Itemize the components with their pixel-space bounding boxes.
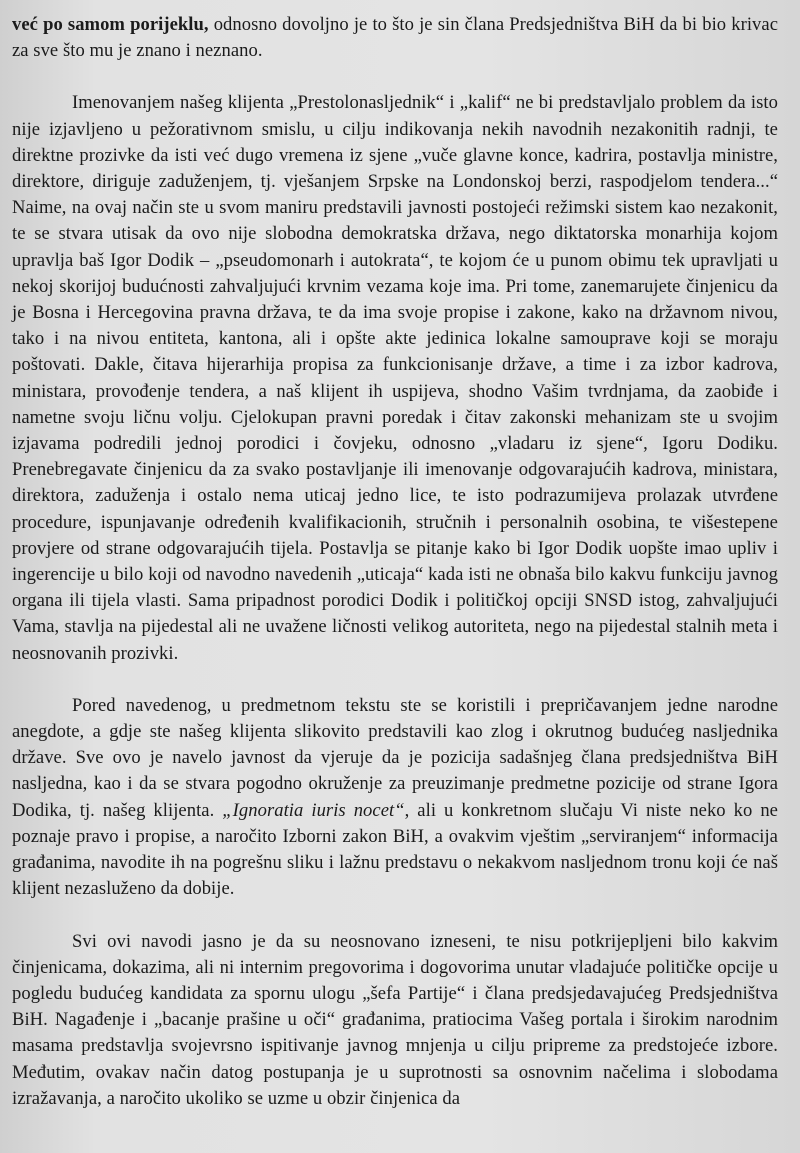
paragraph-text: odnosno dovoljno je to što je sin člana Predsjedništva BiH da bi bio krivac za sve što mu je znano i neznano. [12,14,778,62]
paragraph-3 [12,929,778,1112]
paragraph-text: Imenovanjem našeg klijenta „Prestolonasljednik“ i „kalif“ ne bi predstavljalo problem da isto nije izjavljeno u pežorativnom smislu, u cilju indikovanja nekih navodnih nezakonitih radnji, te direktne prozivke da isti već dugo vremena iz sjene „vuče glavne konce, kadrira, postavlja ministre, direktore, diriguje zaduženjem, tj. vješanjem Srpske na Londonskoj berzi, raspodjelom tendera...“ Naime, na ovaj način ste u svom maniru predstavili javnosti postojeći režimski sistem kao nezakonit, te se stvara utisak da ovo nije slobodna demokratska država, nego diktatorska monarhija kojom upravlja baš Igor Dodik – „pseudomonarh i autokrata“, te kojom će u punom obimu tek upravljati u nekoj skorijoj budućnosti zahvaljujući krvnim vezama koje ima. Pri tome, zanemarujete činjenicu da je Bosna i Hercegovina pravna država, te da ima svoje propise i zakone, kako na državnom nivou, tako i na nivou entiteta, kantona, ali i opšte akte jedinica lokalne samouprave koji se moraju poštovati. Dakle, čitava hijerarhija propisa za funkcionisanje države, a time i za izbor kadrova, ministara, provođenje tendera, a naš klijent ih uspijeva, shodno Vašim tvrdnjama, da zaobiđe i nametne svoju ličnu volju. Cjelokupan pravni poredak i čitav zakonski mehanizam ste u svojim izjavama podredili jednoj porodici i čovjeku, odnosno „vladaru iz sjene“, Igoru Dodiku. Prenebregavate činjenicu da za svako postavljanje ili imenovanje odgovarajućih kadrova, ministara, direktora, zaduženja i ostalo nema uticaj jedno lice, te isto podrazumijeva prolazak utvrđene procedure, ispunjavanje određenih kvalifikacionih, stručnih i personalnih osobina, te višestepene provjere od strane odgovarajućih tijela. Postavlja se pitanje kako bi Igor Dodik uopšte imao upliv i ingerencije u bilo koji od navodno navedenih „uticaja“ kada isti ne obnaša bilo kakvu funkciju javnog organa ili tijela vlasti. Sama pripadnost porodici Dodik i političkoj opciji SNSD istog, zahvaljujući Vama, stavlja na pijedestal ali ne uvažene ličnosti velikog autoriteta, nego na pijedestal stalnih meta i neosnovanih prozivki. [12,92,778,664]
paragraph-1 [12,90,778,666]
paragraph-gap [12,667,778,693]
paragraph-gap [12,64,778,90]
latin-phrase: „Ignoratia iuris nocet“ [222,799,405,821]
paragraph-2 [12,693,778,903]
paragraph-text: Svi ovi navodi jasno je da su neosnovano izneseni, te nisu potkrijepljeni bilo kakvim činjenicama, dokazima, ali ni internim pregovorima i dogovorima unutar vladajuće političke opcije u pogledu budućeg kandidata za spornu ulogu „šefa Partije“ i člana predsjedavajućeg Predsjedništva BiH. Nagađenje i „bacanje prašine u oči“ građanima, pratiocima Vašeg portala i širokim narodnim masama predstavlja svojevrsno ispitivanje javnog mnjenja u cilju pripreme za predstojeće izbore. Međutim, ovakav način datog postupanja je u suprotnosti sa osnovnim načelima i slobodama izražavanja, a naročito ukoliko se uzme u obzir činjenica da [12,930,778,1109]
paragraph-text: Pored navedenog, u predmetnom tekstu ste se koristili i prepričavanjem jedne narodne anegdote, a gdje ste našeg klijenta slikovito predstavili kao zlog i okrutnog budućeg nasljednika države. Sve ovo je navelo javnost da vjeruje da je pozicija sadašnjeg člana predsjedništva BiH nasljedna, kao i da se stvara pogodno okruženje za preuzimanje predmetne pozicije od strane Igora Dodika, tj. našeg klijenta. [12,694,778,821]
paragraph-text: , ali u konkretnom slučaju Vi niste neko ko ne poznaje pravo i propise, a naročito Izborni zakon BiH, a ovakvim vještim „serviranjem“ informacija građanima, navodite ih na pogrešnu sliku i lažnu predstavu o nekakvom nasljednom tronu koji će naš klijent nezasluženo da dobije. [12,799,778,900]
paragraph-gap [12,903,778,929]
paragraph-continuation [12,12,778,64]
bold-lead-text: već po samom porijeklu, [12,14,209,35]
